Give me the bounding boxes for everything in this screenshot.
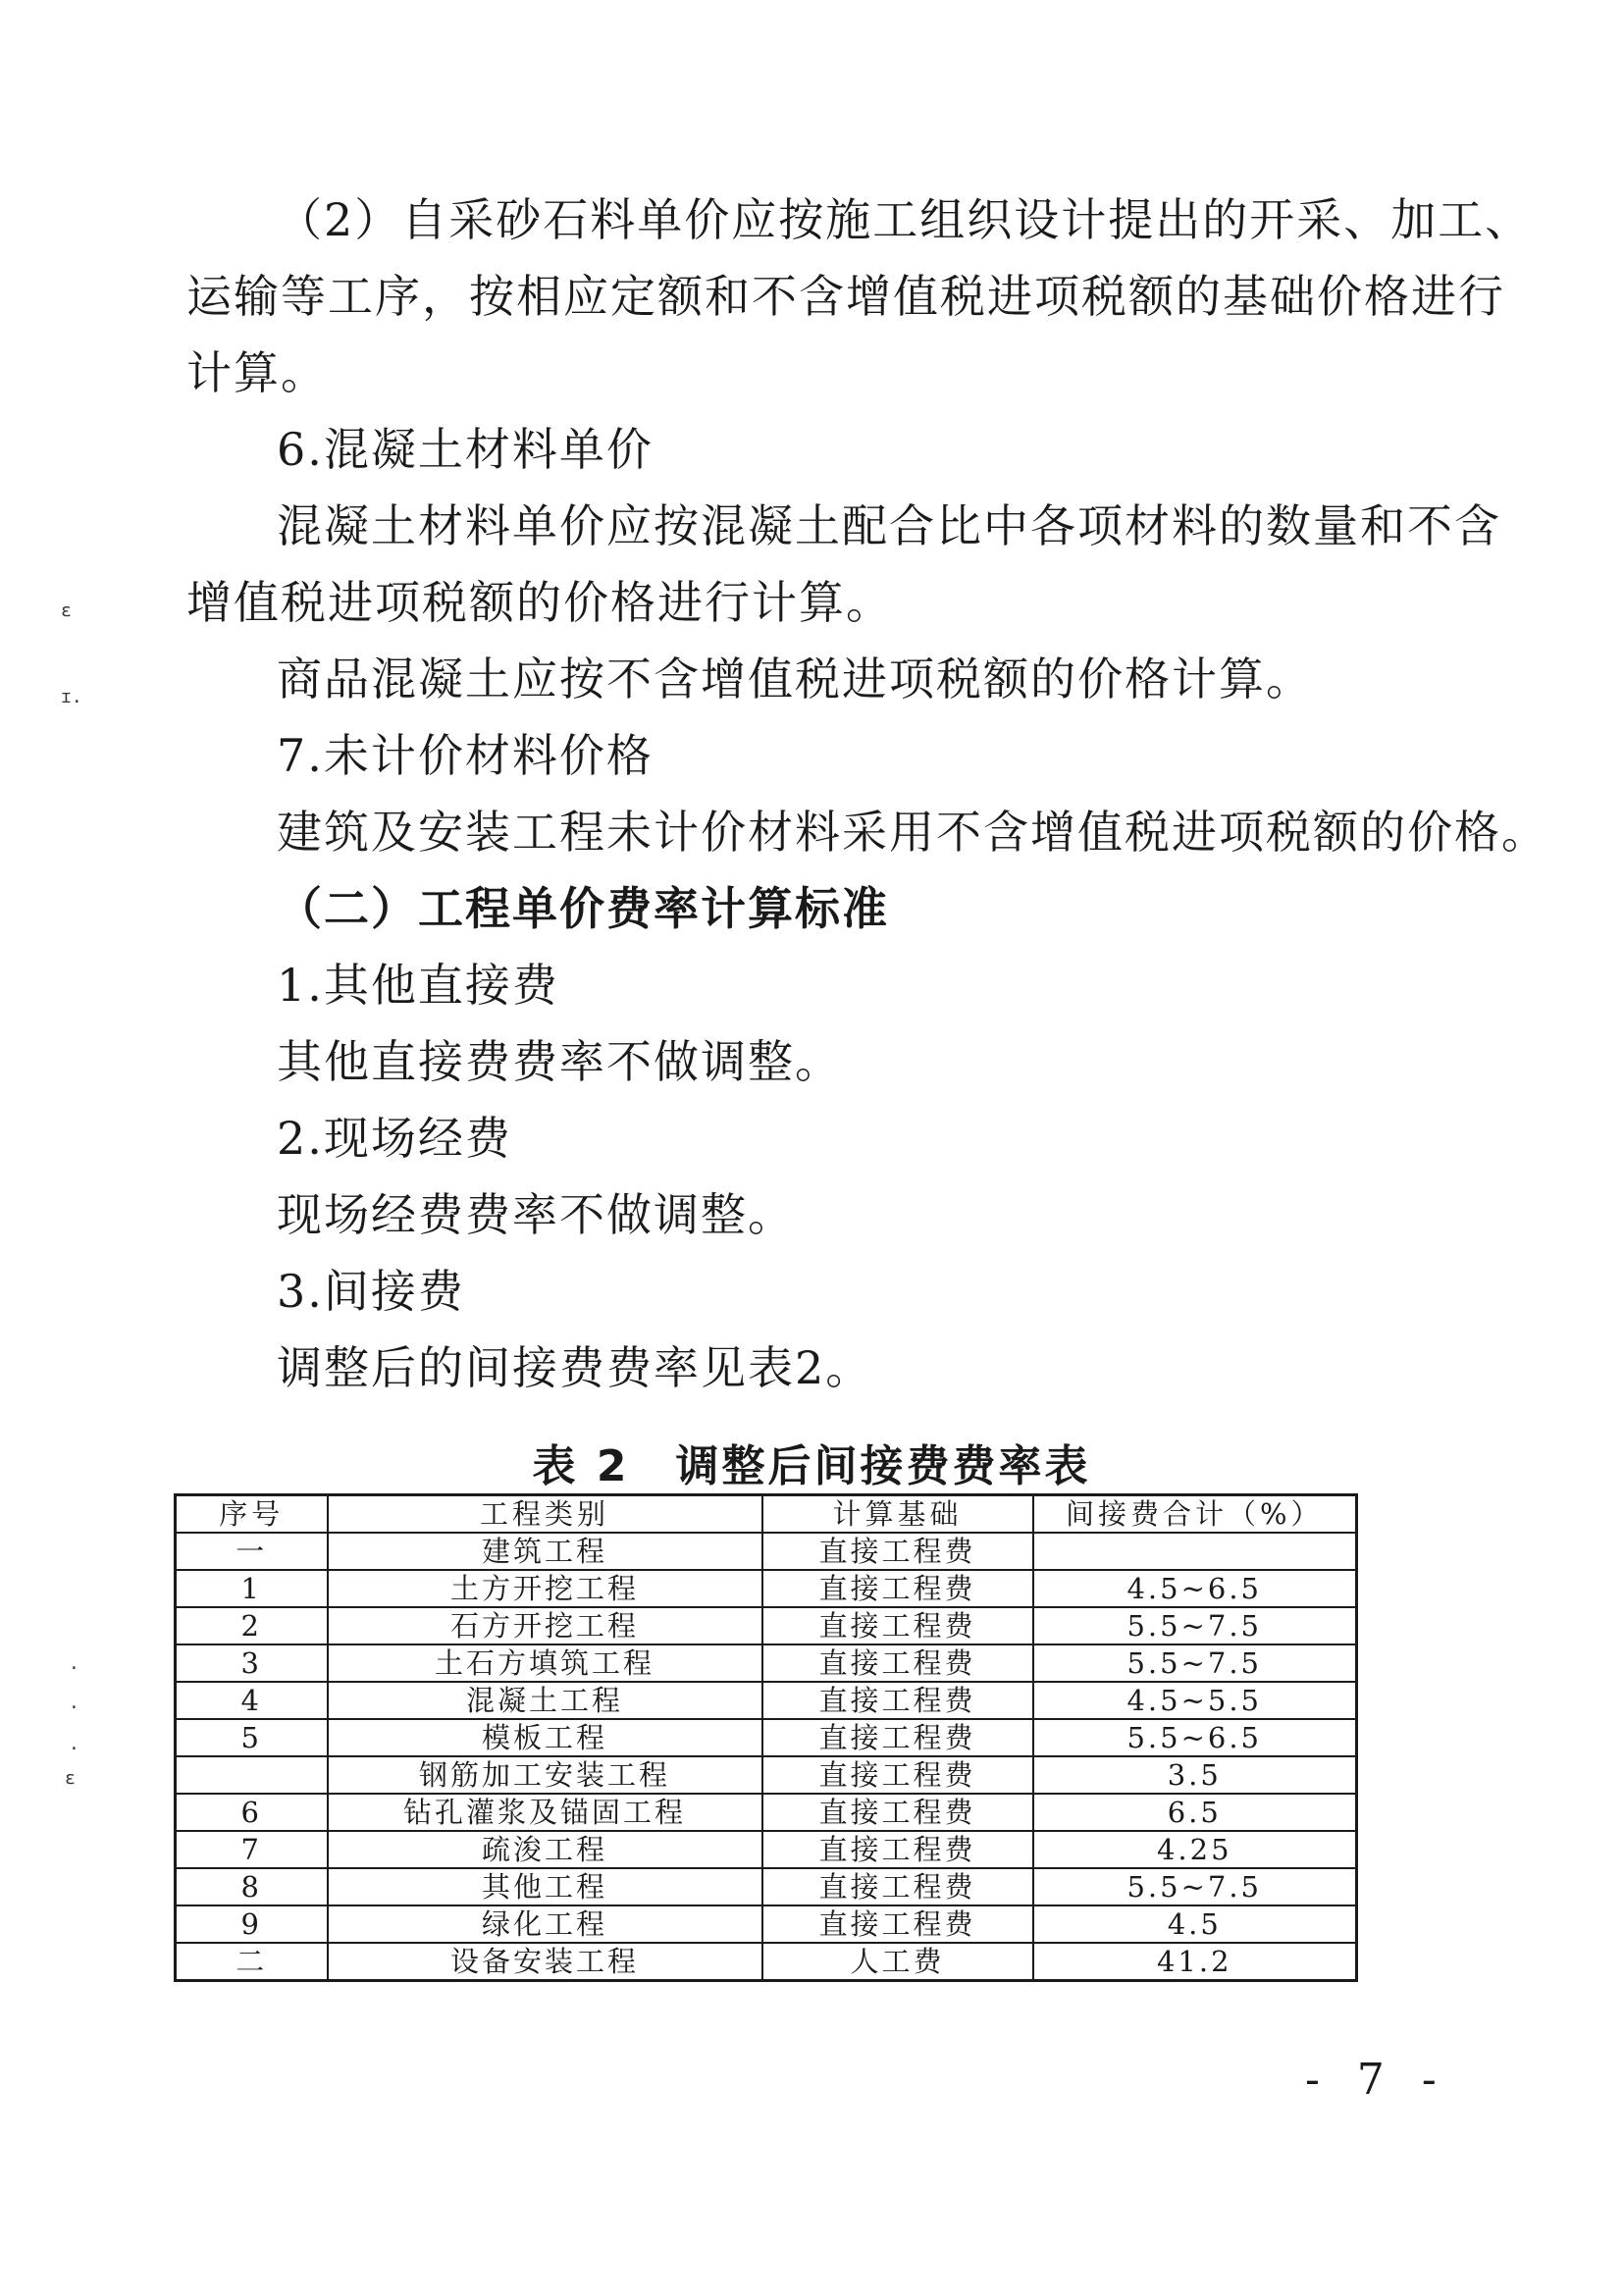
- table-cell: [1033, 1533, 1357, 1570]
- paragraph-line: 运输等工序，按相应定额和不含增值税进项税额的基础价格进行: [186, 270, 1505, 323]
- paragraph-line: （2）自采砂石料单价应按施工组织设计提出的开采、加工、: [277, 193, 1533, 246]
- table-row: [176, 1794, 1357, 1831]
- paragraph-line: 商品混凝土应按不含增值税进项税额的价格计算。: [277, 652, 1313, 705]
- scan-mark: ɛ: [65, 1768, 76, 1789]
- rates-table: [174, 1493, 1358, 1982]
- section-subheading: 1.其他直接费: [277, 959, 559, 1012]
- table-cell: 直接工程费: [762, 1682, 1033, 1719]
- paragraph-line: 调整后的间接费费率见表2。: [277, 1341, 873, 1394]
- table-cell: 3.5: [1033, 1756, 1357, 1794]
- table-cell: 疏浚工程: [328, 1831, 762, 1868]
- table-header-row: [176, 1495, 1357, 1534]
- header-cell: 工程类别: [328, 1495, 762, 1534]
- table-row: [176, 1756, 1357, 1794]
- table-cell: 5.5~6.5: [1033, 1719, 1357, 1756]
- table-cell: 4.5~5.5: [1033, 1682, 1357, 1719]
- header-cell: 计算基础: [762, 1495, 1033, 1534]
- table-cell: 41.2: [1033, 1943, 1357, 1981]
- header-cell: 序号: [176, 1495, 328, 1534]
- table-cell: 4.5: [1033, 1905, 1357, 1943]
- table-cell: 直接工程费: [762, 1756, 1033, 1794]
- scan-mark: ·: [69, 1697, 79, 1718]
- paragraph-line: 混凝土材料单价应按混凝土配合比中各项材料的数量和不含: [277, 499, 1501, 552]
- scan-mark: ·: [69, 1739, 79, 1759]
- table-cell: [176, 1756, 328, 1794]
- table-cell: 二: [176, 1943, 328, 1981]
- section-subheading: 7.未计价材料价格: [277, 729, 654, 782]
- table-cell: 1: [176, 1570, 328, 1607]
- table-cell: 直接工程费: [762, 1868, 1033, 1905]
- table-cell: 直接工程费: [762, 1794, 1033, 1831]
- scan-mark: ·: [69, 1658, 79, 1679]
- table-cell: 直接工程费: [762, 1831, 1033, 1868]
- table-row: [176, 1905, 1357, 1943]
- table-cell: 土方开挖工程: [328, 1570, 762, 1607]
- table-cell: 直接工程费: [762, 1905, 1033, 1943]
- table-row: [176, 1868, 1357, 1905]
- table-cell: 5: [176, 1719, 328, 1756]
- table-cell: 人工费: [762, 1943, 1033, 1981]
- table-cell: 石方开挖工程: [328, 1607, 762, 1644]
- table-cell: 2: [176, 1607, 328, 1644]
- table-row: [176, 1682, 1357, 1719]
- table-cell: 设备安装工程: [328, 1943, 762, 1981]
- paragraph-line: 现场经费费率不做调整。: [277, 1188, 795, 1241]
- table-cell: 直接工程费: [762, 1570, 1033, 1607]
- table-cell: 建筑工程: [328, 1533, 762, 1570]
- table-row: [176, 1719, 1357, 1756]
- header-cell: 间接费合计（%）: [1033, 1495, 1357, 1534]
- table-cell: 7: [176, 1831, 328, 1868]
- section-subheading: 6.混凝土材料单价: [277, 423, 654, 476]
- table-cell: 绿化工程: [328, 1905, 762, 1943]
- table-cell: 钢筋加工安装工程: [328, 1756, 762, 1794]
- table-cell: 5.5~7.5: [1033, 1644, 1357, 1682]
- table-cell: 直接工程费: [762, 1533, 1033, 1570]
- paragraph-line: 建筑及安装工程未计价材料采用不含增值税进项税额的价格。: [277, 806, 1548, 859]
- table-cell: 直接工程费: [762, 1644, 1033, 1682]
- scan-mark: ɪ.: [61, 687, 82, 707]
- page-number: - 7 -: [1305, 2055, 1448, 2105]
- table-cell: 3: [176, 1644, 328, 1682]
- table-cell: 直接工程费: [762, 1719, 1033, 1756]
- table-cell: 6: [176, 1794, 328, 1831]
- table-cell: 土石方填筑工程: [328, 1644, 762, 1682]
- table-cell: 4.25: [1033, 1831, 1357, 1868]
- scan-mark: ɛ: [61, 600, 72, 621]
- table-cell: 9: [176, 1905, 328, 1943]
- section-heading: （二）工程单价费率计算标准: [277, 882, 889, 935]
- table-row: [176, 1533, 1357, 1570]
- paragraph-line: 其他直接费费率不做调整。: [277, 1035, 842, 1088]
- table-cell: 6.5: [1033, 1794, 1357, 1831]
- table-cell: 8: [176, 1868, 328, 1905]
- table-row: [176, 1943, 1357, 1981]
- table-cell: 模板工程: [328, 1719, 762, 1756]
- table-cell: 5.5~7.5: [1033, 1868, 1357, 1905]
- paragraph-line: 计算。: [186, 346, 328, 399]
- table-cell: 其他工程: [328, 1868, 762, 1905]
- table-row: [176, 1831, 1357, 1868]
- section-subheading: 2.现场经费: [277, 1112, 512, 1165]
- table-cell: 4.5~6.5: [1033, 1570, 1357, 1607]
- table-row: [176, 1607, 1357, 1644]
- table-cell: 一: [176, 1533, 328, 1570]
- paragraph-line: 增值税进项税额的价格进行计算。: [186, 576, 893, 629]
- table-cell: 4: [176, 1682, 328, 1719]
- table-cell: 5.5~7.5: [1033, 1607, 1357, 1644]
- table-cell: 混凝土工程: [328, 1682, 762, 1719]
- section-subheading: 3.间接费: [277, 1265, 465, 1318]
- table-row: [176, 1644, 1357, 1682]
- table-cell: 钻孔灌浆及锚固工程: [328, 1794, 762, 1831]
- table-cell: 直接工程费: [762, 1607, 1033, 1644]
- table-title: 表 2 调整后间接费费率表: [532, 1441, 1091, 1491]
- table-row: [176, 1570, 1357, 1607]
